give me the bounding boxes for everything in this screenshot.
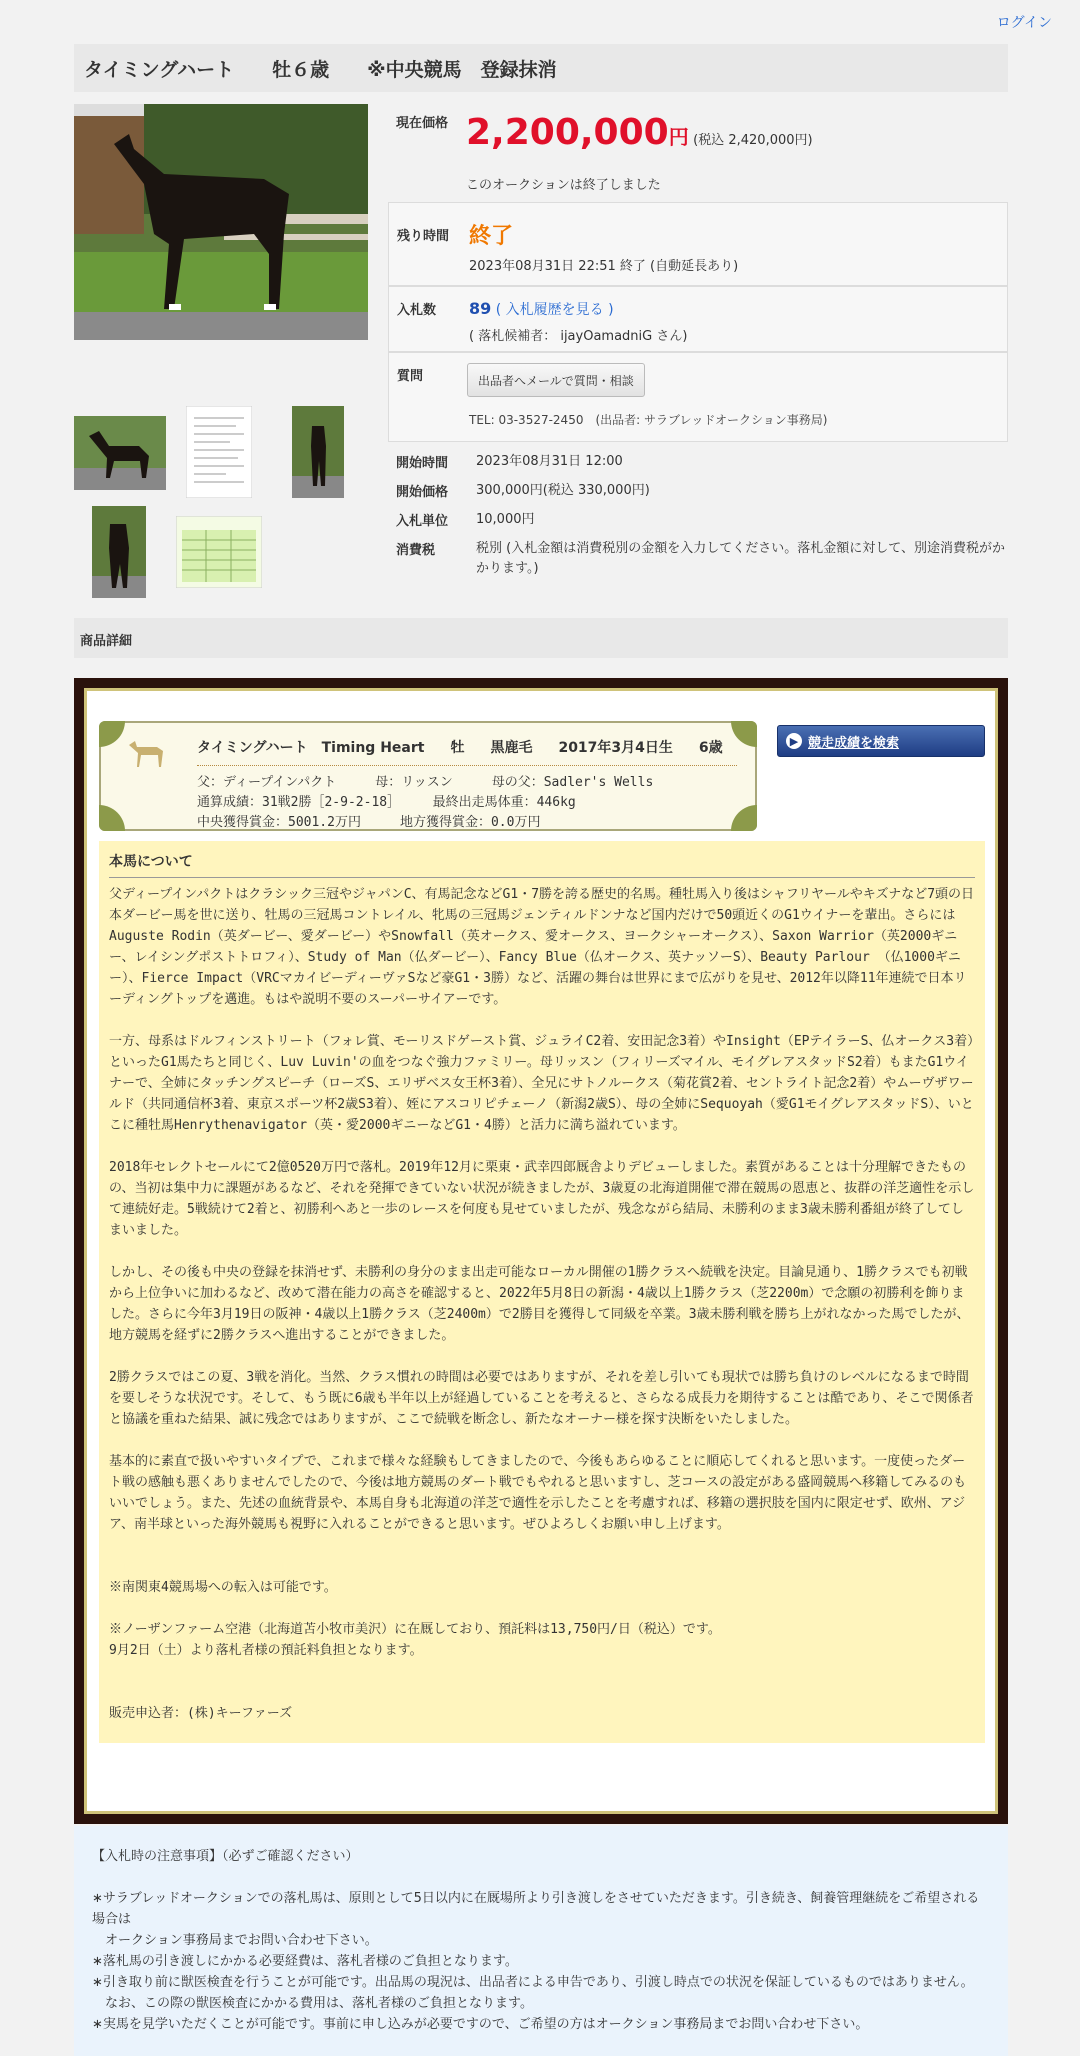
price-yen: 円 (668, 125, 689, 149)
horse-summary-line (197, 737, 723, 757)
question-label: 質問 (397, 369, 424, 384)
notice-line: ∗引き取り前に獣医検査を行うことが可能です。出品馬の現況は、出品者による申告であり、引渡し時点での状況を保証しているものではありません。 (92, 1975, 974, 1990)
bid-history-link[interactable]: 入札履歴を見る (505, 302, 604, 318)
race-record-search-button[interactable] (777, 725, 985, 757)
title-bar (74, 44, 1008, 92)
horse-color: 黒鹿毛 (490, 740, 533, 756)
thumbnail-document-2[interactable] (176, 516, 262, 588)
notice-line: なお、この際の獣医検査にかかる費用は、落札者様のご負担となります。 (92, 1996, 533, 2011)
current-price: 2,200,000 (466, 112, 669, 153)
horse-description (99, 841, 985, 1743)
stable-note: ※ノーザンファーム空港（北海道苫小牧市美沢）に在厩しており、預託料は13,750円/日（税込）です。 (109, 1622, 721, 1637)
card-divider (197, 765, 737, 766)
info-row-tax: 消費税 税別 (入札金額は消費税別の金額を入力してください。落札金額に対して、別途消費税がかかります。) (396, 541, 1005, 576)
thumbnail-document-1[interactable] (186, 406, 252, 498)
price-label: 現在価格 (396, 116, 449, 131)
horse-age: 6歳 (698, 740, 723, 756)
notice-line: オークション事務局までお問い合わせ下さい。 (92, 1933, 378, 1948)
horse-pedigree: 父：ディープインパクト 母：リッスン 母の父：Sadler's Wells (197, 775, 654, 790)
horse-birth: 2017年3月4日生 (558, 740, 673, 756)
card-corner-ornament (731, 805, 757, 831)
login-link[interactable]: ログイン (996, 15, 1052, 31)
description-paragraph: しかし、その後も中央の登録を抹消せず、未勝利の身分のまま出走可能なローカル開催の1勝クラスへ続戦を決定。目論見通り、1勝クラスでも初戦から上位争いに加わるなど、改めて潜在能力の高さを確認すると、2022年5月8日の新潟・4歳以上1勝クラス（芝2200m）で念願の初勝利を飾りました。さらに今年3月19日の阪神・4歳以上1勝クラス（芝2400m）で2勝目を獲得して同級を卒業。3歳未勝利戦を勝ち上がれなかった馬でしたが、地方競馬を経ずに2勝クラスへ進出することができました。 (109, 1265, 970, 1343)
horse-sex: 牡 (450, 740, 465, 756)
description-paragraph: 2勝クラスではこの夏、3戦を消化。当然、クラス慣れの時間は必要ではありますが、それを差し引いても現状では勝ち負けのレベルになるまで時間を要しそうな状況です。そして、もう既に6歳も半年以上が経過していることを考えると、さらなる成長力を期待することは酷であり、そこで関係者と協議を重ねた結果、誠に残念ではありますが、ここで続戦を断念し、新たなオーナー様を探す決断をいたしました。 (109, 1370, 974, 1427)
horse-earnings: 中央獲得賞金：5001.2万円 地方獲得賞金：0.0万円 (197, 815, 541, 830)
description-paragraph: 基本的に素直で扱いやすいタイプで、これまで様々な経験もしてきましたので、今後もあらゆることに順応してくれると思います。一度使ったダート戦の感触も悪くありませんでしたので、今後は地方競馬のダート戦でもやれると思いますし、芝コースの設定がある盛岡競馬へ移籍してみるのもいいでしょう。また、先述の血統背景や、本馬自身も北海道の洋芝で適性を示したことを考慮すれば、移籍の選択肢を国内に限定せず、欧州、アジア、南半球といった海外競馬も視野に入れることができると思います。ぜひよろしくお願い申し上げます。 (109, 1454, 967, 1532)
auction-info-table (396, 452, 1008, 588)
notice-line: ∗落札馬の引き渡しにかかる必要経費は、落札者様のご負担となります。 (92, 1954, 518, 1969)
horse-profile-card (99, 721, 757, 831)
card-corner-ornament (99, 721, 125, 747)
card-corner-ornament (99, 805, 125, 831)
fee-note: 9月2日（土）より落札者様の預託料負担となります。 (109, 1643, 423, 1658)
transfer-note: ※南関東4競馬場への転入は可能です。 (109, 1580, 337, 1595)
section-item-details: 商品詳細 (74, 618, 1008, 658)
price-tax-included: (税込 2,420,000円) (693, 133, 813, 148)
remaining-label: 残り時間 (397, 229, 450, 244)
notice-heading: 【入札時の注意事項】（必ずご確認ください） (92, 1849, 359, 1864)
notice-line: ∗サラブレッドオークションでの落札馬は、原則として5日以内に在厩場所より引き渡しをさせていただきます。引き続き、飼養管理継続をご希望される場合は (92, 1891, 980, 1927)
question-row (388, 352, 1008, 442)
remaining-time-row (388, 202, 1008, 286)
thumbnail-photo-1[interactable] (74, 416, 166, 490)
bids-label: 入札数 (397, 303, 437, 318)
horse-full-name: タイミングハート Timing Heart (197, 740, 425, 756)
description-paragraph: 父ディープインパクトはクラシック三冠やジャパンC、有馬記念などG1・7勝を誇る歴史的名馬。種牡馬入り後はシャフリヤールやキズナなど7頭の日本ダービー馬を世に送り、牡馬の三冠馬コントレイル、牝馬の三冠馬ジェンティルドンナなど国内だけで50頭近くのG1ウイナーを輩出。さらにはAuguste Rodin（英ダービー、愛ダービー）やSnowfall（英オークス、愛オークス、ヨークシャーオークス）、Saxon Warrior（英2000ギニー、レイシングポストトロフィ）、Study of Man（仏ダービー）、Fancy Blue（仏オークス、英ナッソーS）、Beauty Parlour （仏1000ギニー）、Fierce Impact（VRCマカイビーディーヴァSなど豪G1・3勝）など、活躍の舞台は世界にまで広がりを見せ、2012年以降11年連続で日本リーディングトップを邁進。もはや説明不要のスーパーサイアーです。 (109, 887, 975, 1007)
thumbnail-photo-2[interactable] (292, 406, 344, 498)
description-heading: 本馬について (109, 851, 975, 878)
seller-name: 販売申込者：(株)キーファーズ (109, 1706, 293, 1721)
notice-line: ∗実馬を見学いただくことが可能です。事前に申し込みが必要ですので、ご希望の方はオークション事務局までお問い合わせ下さい。 (92, 2017, 869, 2032)
bid-count: 89 (469, 299, 492, 318)
arrow-right-icon: ▶ (786, 733, 802, 749)
horse-name: タイミングハート (84, 58, 235, 81)
info-row-bid-unit: 入札単位 10,000円 (396, 512, 535, 529)
description-frame-inner (84, 688, 998, 1814)
horse-icon (123, 735, 171, 775)
info-row-start-price: 開始価格 300,000円(税込 330,000円) (396, 483, 650, 500)
thumbnail-photo-3[interactable] (92, 506, 146, 598)
end-detail: 2023年08月31日 22:51 終了 (自動延長あり) (469, 259, 739, 274)
main-horse-photo[interactable] (74, 104, 368, 340)
bids-row: 入札数 89 ( 入札履歴を見る ) ( 落札候補者： ijayOamadniG さん) (388, 286, 1008, 352)
info-row-start-time: 開始時間 2023年08月31日 12:00 (396, 454, 623, 471)
remaining-value: 終了 (469, 224, 514, 249)
description-paragraph: 一方、母系はドルフィンストリート（フォレ賞、モーリスドゲースト賞、ジュライC2着、安田記念3着）やInsight（EPテイラーS、仏オークス3着）といったG1馬たちと同じく、Luv Luvin'の血をつなぐ強力ファミリー。母リッスン（フィリーズマイル、モイグレアスタッドS2着）もまたG1ウイナーで、全姉にタッチングスピーチ（ローズS、エリザベス女王杯3着）、全兄にサトノルークス（菊花賞2着、セントライト記念2着）やムーヴザワールド（共同通信杯3着、東京スポーツ杯2歳S3着）、姪にアスコリピチェーノ（新潟2歳S）、母の全姉にSequoyah（愛G1モイグレアスタッドS）、いとこに種牡馬Henrythenavigator（英・愛2000ギニーなどG1・4勝）と活力に満ち溢れています。 (109, 1034, 974, 1133)
description-paragraph: 2018年セレクトセールにて2億0520万円で落札。2019年12月に栗東・武幸四郎厩舎よりデビューしました。素質があることは十分理解できたものの、当初は集中力に課題があるなど、それを発揮できていない状況が続きましたが、3歳夏の北海道開催で滞在競馬の恩恵と、抜群の洋芝適性を示して連続好走。5戦続けて2着と、初勝利へあと一歩のレースを何度も見せていましたが、残念ながら結局、未勝利のまま3歳未勝利番組が終了してしまいました。 (109, 1160, 975, 1238)
race-record-search-label: 競走成績を検索 (808, 735, 900, 751)
affiliation-status: ※中央競馬 登録抹消 (367, 58, 557, 81)
card-corner-ornament (731, 721, 757, 747)
seller-contact: TEL: 03-3527-2450 (出品者: サラブレッドオークション事務局) (469, 413, 828, 427)
auction-ended-note: このオークションは終了しました (466, 178, 661, 193)
email-seller-button[interactable]: 出品者へメールで質問・相談 (467, 363, 645, 397)
sex-age: 牡６歳 (272, 58, 330, 81)
winner-candidate: ( 落札候補者： ijayOamadniG さん) (469, 329, 688, 344)
description-frame (74, 678, 1008, 1824)
bidding-notice (74, 1826, 1008, 2056)
horse-record: 通算成績：31戦2勝［2-9-2-18］ 最終出走馬体重：446kg (197, 795, 576, 810)
